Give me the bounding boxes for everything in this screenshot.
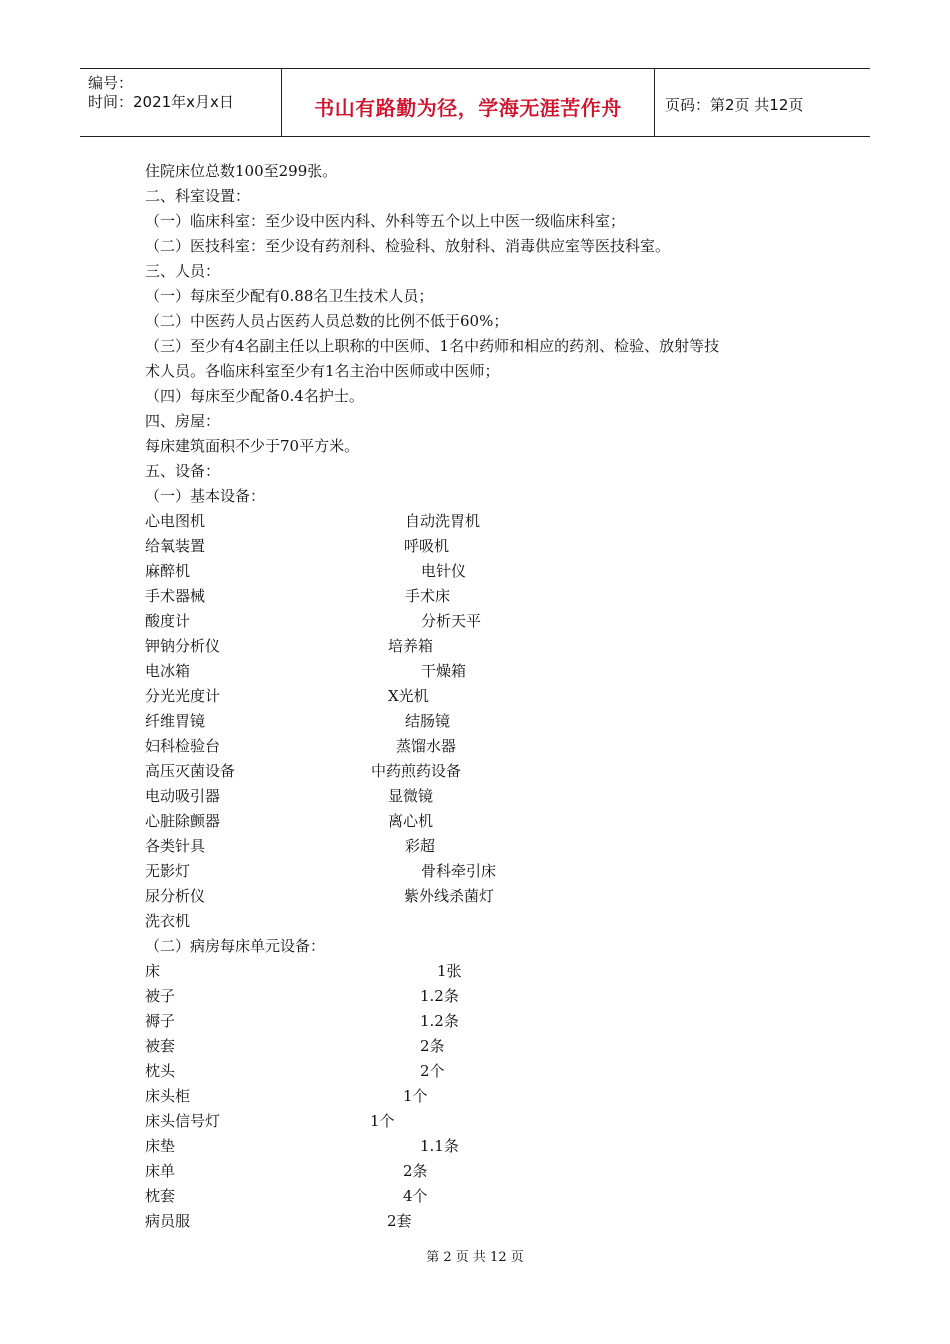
equipment-item: 呼吸机: [404, 537, 450, 555]
equipment-row: [145, 636, 745, 658]
header-motto-cell: [281, 69, 655, 136]
body-line: （二）医技科室：至少设有药剂科、检验科、放射科、消毒供应室等医技科室。: [145, 237, 671, 255]
equipment-item: 中药煎药设备: [371, 762, 462, 780]
equipment-item: 骨科牵引床: [421, 862, 497, 880]
equipment-item: 电冰箱: [145, 662, 191, 680]
ward-item-qty: 1.2条: [420, 987, 459, 1005]
sub-heading: （二）病房每床单元设备：: [145, 937, 326, 955]
ward-item-qty: 1.2条: [420, 1012, 459, 1030]
equipment-item: 酸度计: [145, 612, 191, 630]
equipment-row: [145, 886, 745, 908]
equipment-item: 结肠镜: [405, 712, 451, 730]
header-motto: 书山有路勤为径，学海无涯苦作舟: [314, 96, 622, 120]
ward-item-qty: 2条: [420, 1037, 445, 1055]
ward-item-qty: 1.1条: [420, 1137, 459, 1155]
ward-item-row: [145, 1111, 745, 1133]
doc-number-label: 编号：: [88, 74, 134, 92]
equipment-item: 心脏除颤器: [145, 812, 221, 830]
section-heading: 二、科室设置：: [145, 187, 251, 205]
ward-item-name: 床头信号灯: [145, 1112, 221, 1130]
ward-item-name: 枕头: [145, 1062, 176, 1080]
ward-item-qty: 1个: [370, 1112, 395, 1130]
header-page-label: 页码：第2页 共12页: [665, 96, 804, 114]
equipment-item: 妇科检验台: [145, 737, 221, 755]
ward-item-qty: 1张: [437, 962, 462, 980]
body-line: 住院床位总数100至299张。: [145, 162, 338, 180]
equipment-item: X光机: [388, 687, 429, 705]
equipment-row: [145, 661, 745, 683]
equipment-item: 电针仪: [421, 562, 467, 580]
equipment-row: [145, 811, 745, 833]
equipment-row: [145, 836, 745, 858]
ward-item-qty: 4个: [403, 1187, 428, 1205]
equipment-row: [145, 686, 745, 708]
section-heading: 四、房屋：: [145, 412, 221, 430]
equipment-item: 手术器械: [145, 587, 206, 605]
ward-item-row: [145, 961, 745, 983]
equipment-item: 洗衣机: [145, 912, 191, 930]
ward-item-row: [145, 1086, 745, 1108]
header-meta-cell: [80, 69, 281, 136]
header-page-cell: [655, 69, 870, 136]
equipment-item: 钾钠分析仪: [145, 637, 221, 655]
ward-item-name: 病员服: [145, 1212, 191, 1230]
equipment-row: [145, 761, 745, 783]
equipment-row: [145, 586, 745, 608]
ward-item-name: 枕套: [145, 1187, 176, 1205]
equipment-item: 分光光度计: [145, 687, 221, 705]
ward-item-qty: 2条: [403, 1162, 428, 1180]
equipment-item: 各类针具: [145, 837, 206, 855]
body-line: （三）至少有4名副主任以上职称的中医师、1名中药师和相应的药剂、检验、放射等技: [145, 337, 720, 355]
ward-item-name: 被子: [145, 987, 176, 1005]
page-footer: 第 2 页 共 12 页: [426, 1250, 524, 1265]
equipment-item: 干燥箱: [421, 662, 467, 680]
ward-item-name: 床单: [145, 1162, 176, 1180]
sub-heading: （一）基本设备：: [145, 487, 266, 505]
ward-item-row: [145, 1036, 745, 1058]
body-line: （一）临床科室：至少设中医内科、外科等五个以上中医一级临床科室；: [145, 212, 626, 230]
ward-item-row: [145, 1011, 745, 1033]
equipment-row: [145, 911, 745, 933]
equipment-item: 纤维胃镜: [145, 712, 206, 730]
body-line: （二）中医药人员占医药人员总数的比例不低于60%；: [145, 312, 509, 330]
body-line: （四）每床至少配备0.4名护士。: [145, 387, 364, 405]
equipment-item: 心电图机: [145, 512, 206, 530]
ward-item-row: [145, 1136, 745, 1158]
equipment-item: 分析天平: [421, 612, 482, 630]
equipment-item: 手术床: [405, 587, 451, 605]
ward-item-name: 床: [145, 962, 161, 980]
equipment-item: 高压灭菌设备: [145, 762, 236, 780]
ward-item-row: [145, 1211, 745, 1233]
ward-item-name: 褥子: [145, 1012, 176, 1030]
equipment-item: 显微镜: [388, 787, 434, 805]
section-heading: 三、人员：: [145, 262, 221, 280]
equipment-item: 紫外线杀菌灯: [404, 887, 495, 905]
equipment-item: 电动吸引器: [145, 787, 221, 805]
equipment-row: [145, 736, 745, 758]
equipment-item: 培养箱: [388, 637, 434, 655]
equipment-row: [145, 536, 745, 558]
equipment-row: [145, 711, 745, 733]
ward-item-qty: 1个: [403, 1087, 428, 1105]
doc-time-label: 时间：2021年x月x日: [88, 93, 234, 111]
equipment-row: [145, 611, 745, 633]
body-line: （一）每床至少配有0.88名卫生技术人员；: [145, 287, 434, 305]
equipment-row: [145, 511, 745, 533]
equipment-row: [145, 861, 745, 883]
equipment-item: 无影灯: [145, 862, 191, 880]
equipment-item: 蒸馏水器: [396, 737, 457, 755]
page-header: [80, 68, 870, 137]
section-heading: 五、设备：: [145, 462, 221, 480]
equipment-item: 自动洗胃机: [405, 512, 481, 530]
ward-item-row: [145, 1186, 745, 1208]
equipment-row: [145, 561, 745, 583]
equipment-item: 尿分析仪: [145, 887, 206, 905]
ward-item-row: [145, 1061, 745, 1083]
ward-item-qty: 2个: [420, 1062, 445, 1080]
equipment-item: 给氧装置: [145, 537, 206, 555]
equipment-item: 彩超: [405, 837, 436, 855]
ward-item-name: 床垫: [145, 1137, 176, 1155]
body-line: 术人员。各临床科室至少有1名主治中医师或中医师；: [145, 362, 500, 380]
ward-item-name: 被套: [145, 1037, 176, 1055]
ward-item-qty: 2套: [387, 1212, 412, 1230]
ward-item-name: 床头柜: [145, 1087, 191, 1105]
ward-item-row: [145, 986, 745, 1008]
equipment-row: [145, 786, 745, 808]
equipment-item: 离心机: [388, 812, 434, 830]
equipment-item: 麻醉机: [145, 562, 191, 580]
body-line: 每床建筑面积不少于70平方米。: [145, 437, 360, 455]
ward-item-row: [145, 1161, 745, 1183]
